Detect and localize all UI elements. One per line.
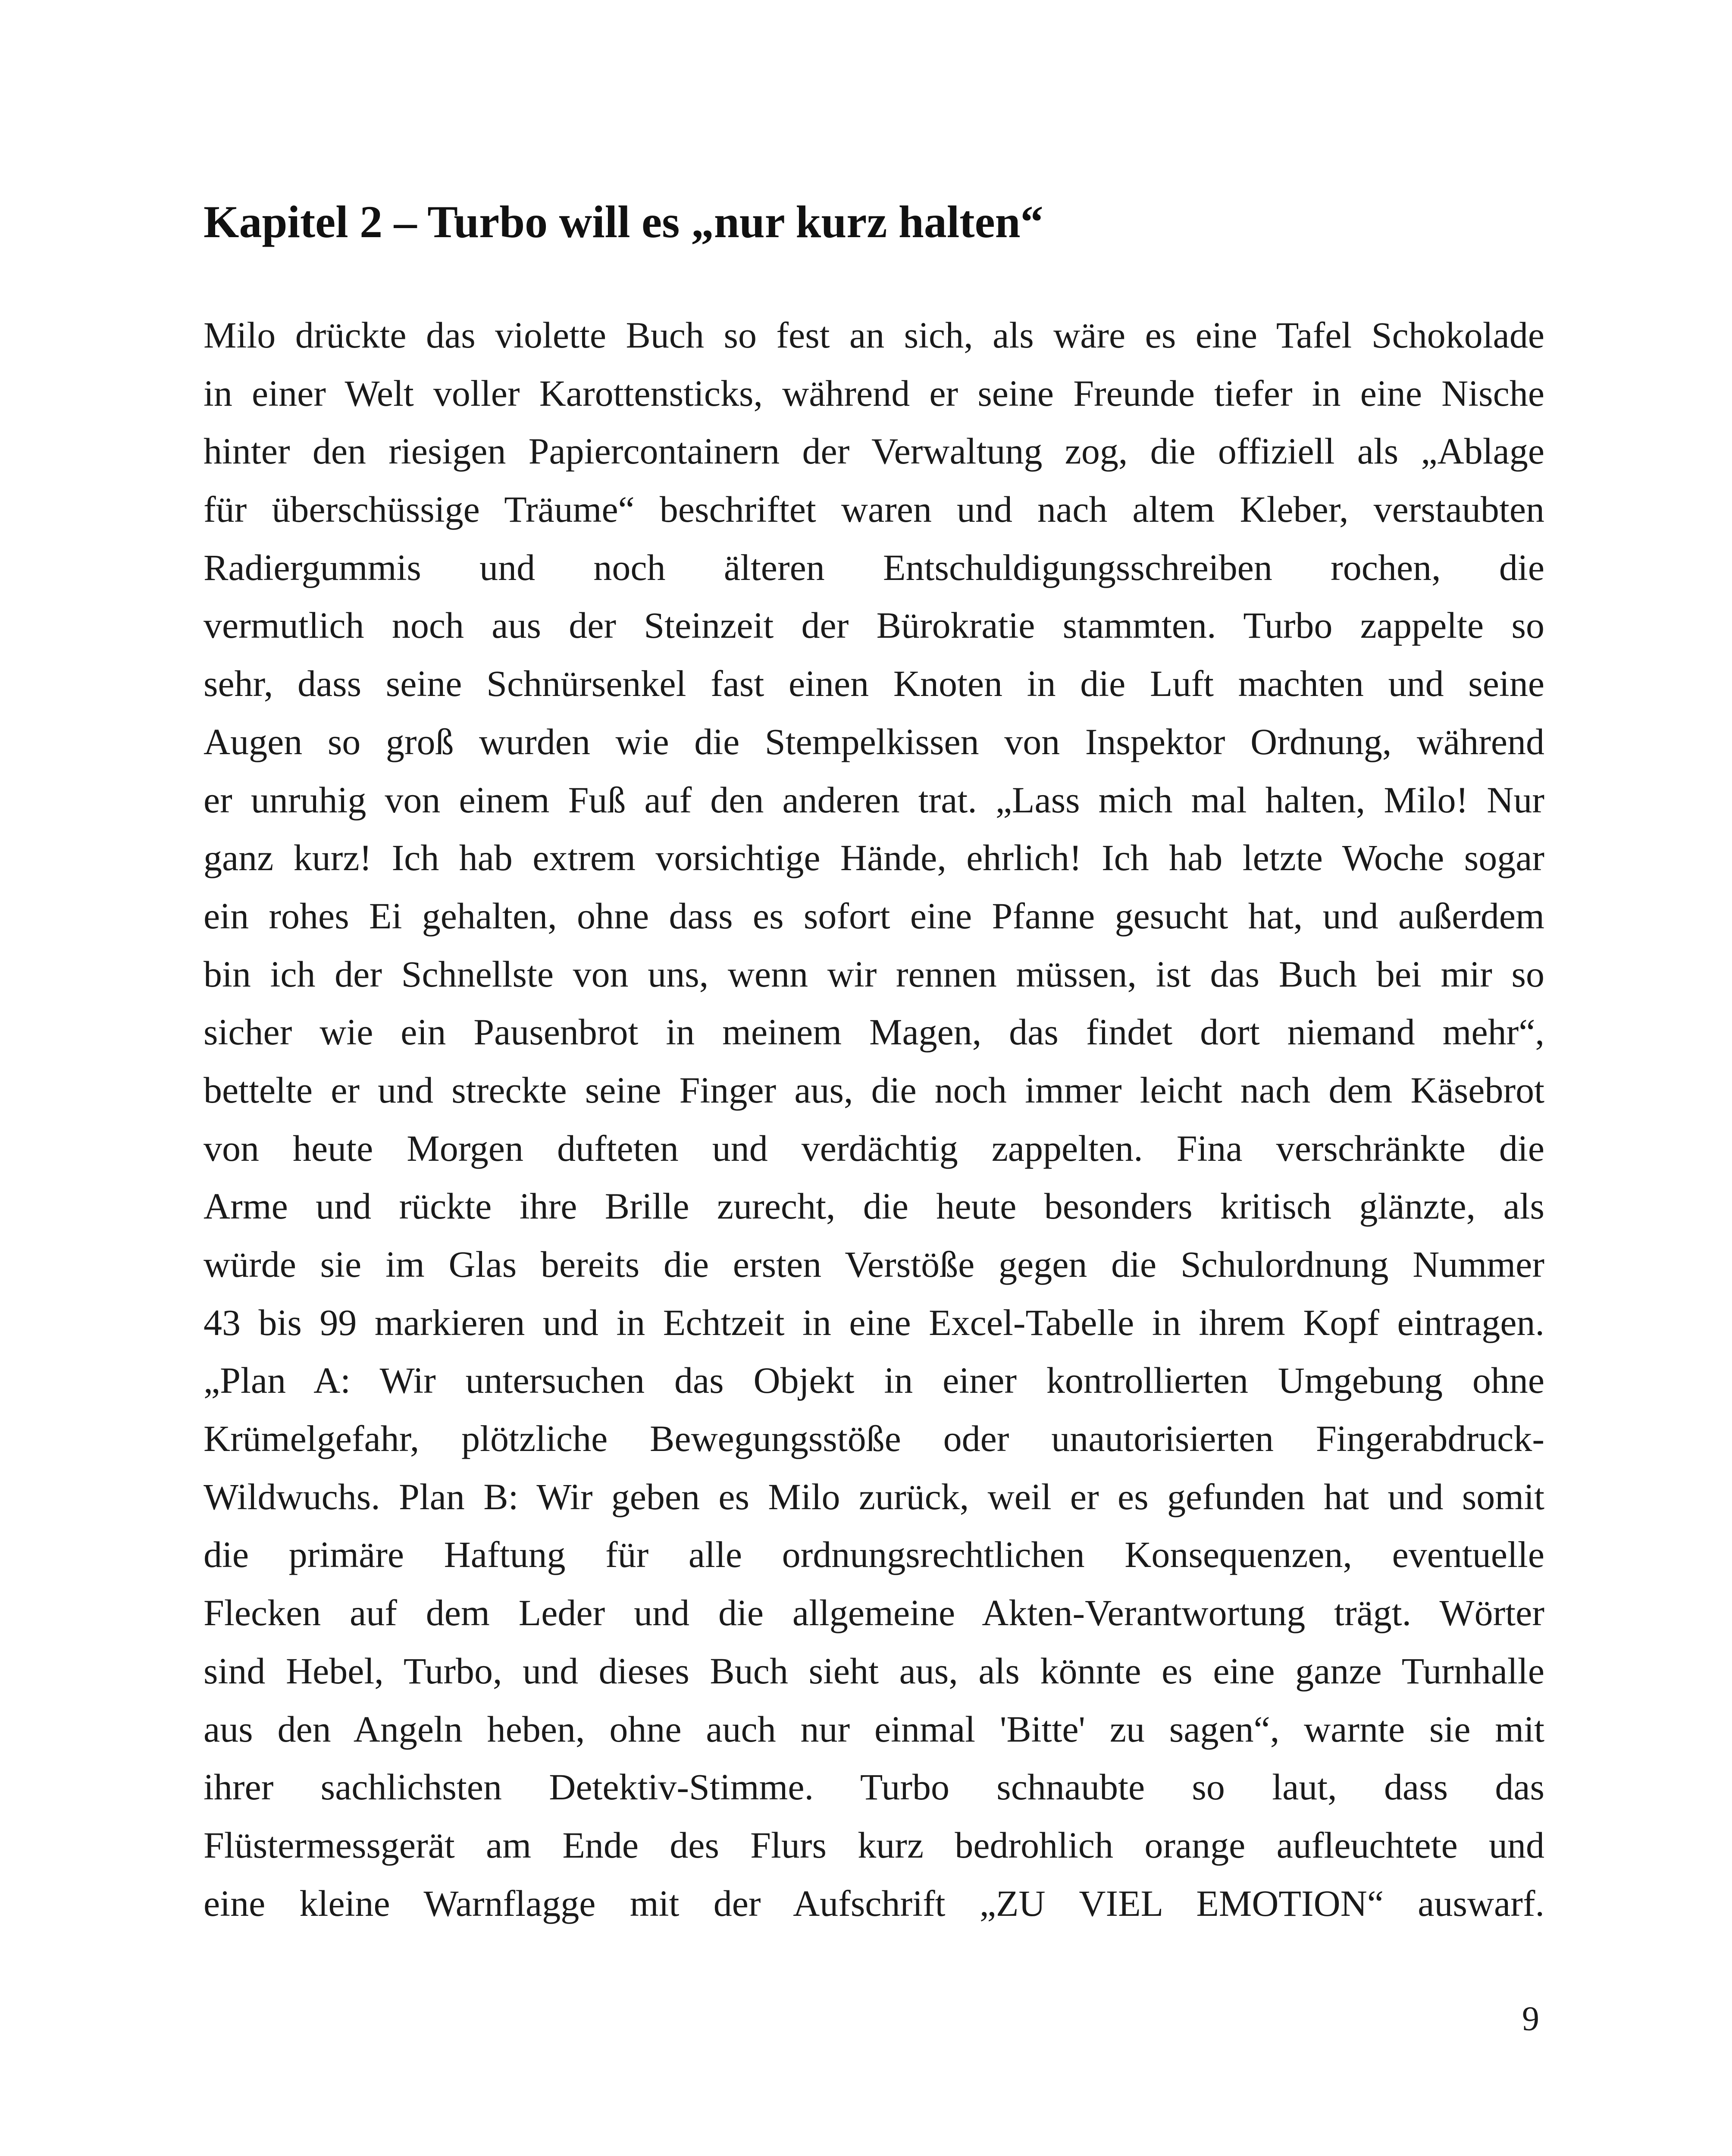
text-line: er unruhig von einem Fuß auf den anderen trat. „Lass mich mal halten, Milo! Nur bbox=[204, 779, 1544, 821]
chapter-title: Kapitel 2 – Turbo will es „nur kurz halten“ bbox=[204, 197, 1043, 247]
text-line: Milo drückte das violette Buch so fest an sich, als wäre es eine Tafel Schokolade bbox=[204, 314, 1544, 356]
text-line: Radiergummis und noch älteren Entschuldigungsschreiben rochen, die bbox=[204, 546, 1544, 588]
text-line: sicher wie ein Pausenbrot in meinem Magen, das findet dort niemand mehr“, bbox=[204, 1011, 1544, 1053]
text-line: Flecken auf dem Leder und die allgemeine Akten-Verantwortung trägt. Wörter bbox=[204, 1592, 1544, 1634]
text-line: sind Hebel, Turbo, und dieses Buch sieht aus, als könnte es eine ganze Turnhalle bbox=[204, 1650, 1544, 1692]
body-paragraph bbox=[204, 306, 1544, 1932]
text-line: Arme und rückte ihre Brille zurecht, die heute besonders kritisch glänzte, als bbox=[204, 1185, 1544, 1227]
text-line: bin ich der Schnellste von uns, wenn wir rennen müssen, ist das Buch bei mir so bbox=[204, 953, 1544, 995]
text-line: vermutlich noch aus der Steinzeit der Bürokratie stammten. Turbo zappelte so bbox=[204, 605, 1544, 646]
text-line: Flüstermessgerät am Ende des Flurs kurz bedrohlich orange aufleuchtete und bbox=[204, 1824, 1544, 1866]
text-line: aus den Angeln heben, ohne auch nur einmal 'Bitte' zu sagen“, warnte sie mit bbox=[204, 1708, 1544, 1750]
text-line: für überschüssige Träume“ beschriftet waren und nach altem Kleber, verstaubten bbox=[204, 489, 1544, 530]
page-number: 9 bbox=[1522, 2000, 1539, 2038]
text-line: „Plan A: Wir untersuchen das Objekt in einer kontrollierten Umgebung ohne bbox=[204, 1360, 1544, 1401]
text-line: bettelte er und streckte seine Finger aus, die noch immer leicht nach dem Käsebrot bbox=[204, 1069, 1544, 1111]
text-line: ein rohes Ei gehalten, ohne dass es sofort eine Pfanne gesucht hat, und außerdem bbox=[204, 895, 1544, 937]
text-line: sehr, dass seine Schnürsenkel fast einen Knoten in die Luft machten und seine bbox=[204, 663, 1544, 705]
text-line: Krümelgefahr, plötzliche Bewegungsstöße oder unautorisierten Fingerabdruck- bbox=[204, 1418, 1544, 1460]
text-line: die primäre Haftung für alle ordnungsrechtlichen Konsequenzen, eventuelle bbox=[204, 1534, 1544, 1576]
text-line: hinter den riesigen Papiercontainern der Verwaltung zog, die offiziell als „Ablage bbox=[204, 430, 1544, 472]
text-line: würde sie im Glas bereits die ersten Verstöße gegen die Schulordnung Nummer bbox=[204, 1244, 1544, 1285]
text-line: eine kleine Warnflagge mit der Aufschrift „ZU VIEL EMOTION“ auswarf. bbox=[204, 1882, 1544, 1924]
text-line: in einer Welt voller Karottensticks, während er seine Freunde tiefer in eine Nische bbox=[204, 372, 1544, 414]
text-line: Augen so groß wurden wie die Stempelkissen von Inspektor Ordnung, während bbox=[204, 721, 1544, 762]
text-line: von heute Morgen dufteten und verdächtig zappelten. Fina verschränkte die bbox=[204, 1127, 1544, 1169]
text-line: 43 bis 99 markieren und in Echtzeit in eine Excel-Tabelle in ihrem Kopf eintragen. bbox=[204, 1301, 1544, 1343]
text-line: ihrer sachlichsten Detektiv-Stimme. Turbo schnaubte so laut, dass das bbox=[204, 1766, 1544, 1808]
text-line: Wildwuchs. Plan B: Wir geben es Milo zurück, weil er es gefunden hat und somit bbox=[204, 1476, 1544, 1517]
text-line: ganz kurz! Ich hab extrem vorsichtige Hände, ehrlich! Ich hab letzte Woche sogar bbox=[204, 837, 1544, 879]
